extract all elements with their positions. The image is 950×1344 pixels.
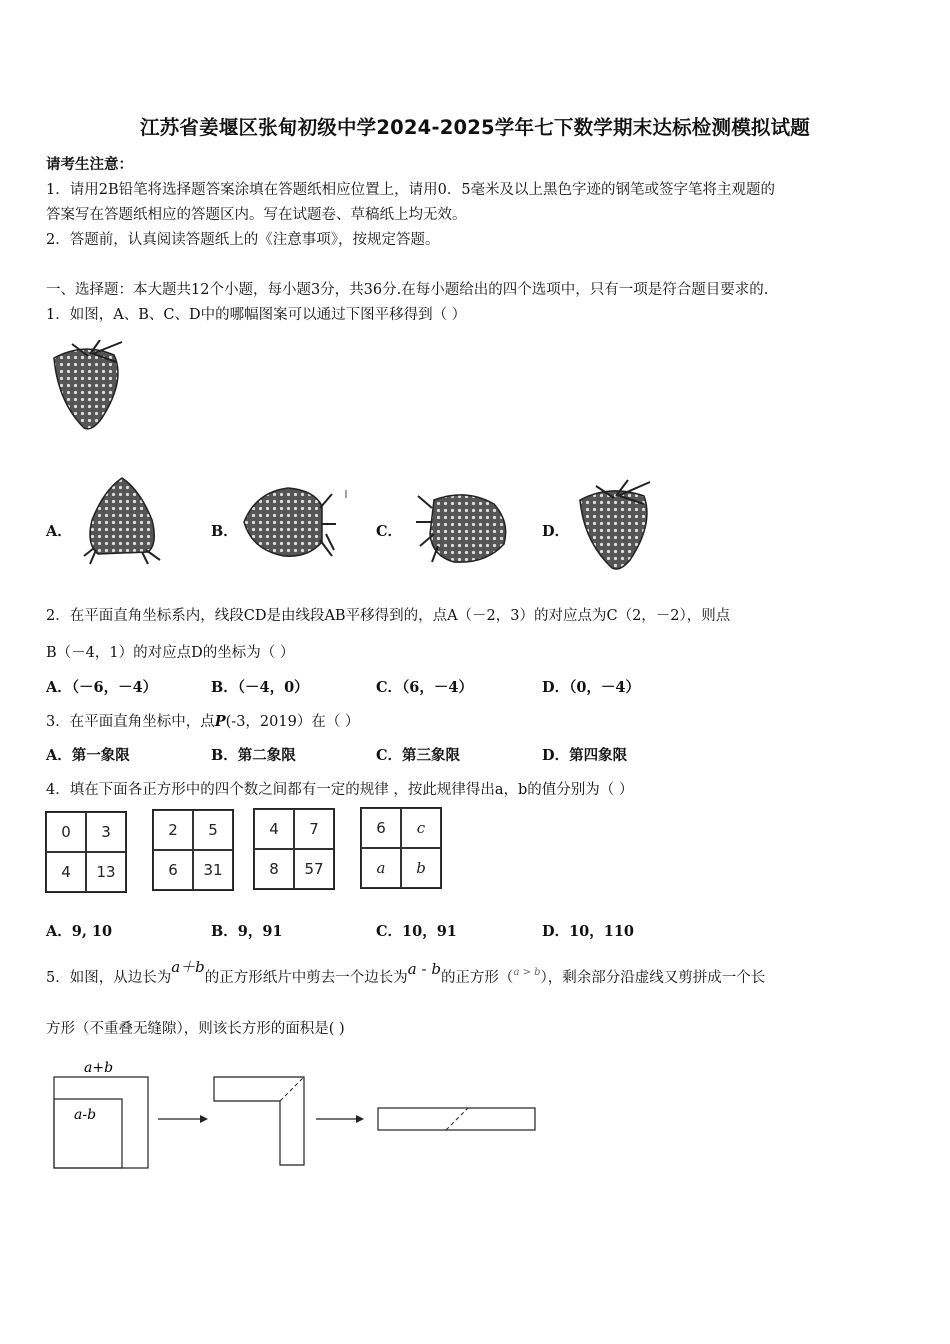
q4-option-b[interactable]: B．9，91 (211, 923, 283, 940)
q3-text-b: (-3，2019）在（ ） (225, 714, 360, 730)
square-3-cell: 57 (294, 849, 334, 889)
question-4: 4．填在下面各正方形中的四个数之间都有一定的规律 ，按此规律得出a，b的值分别为（ ） (46, 782, 634, 798)
square-3-cell: 8 (254, 849, 294, 889)
question-5-line-2: 方形（不重叠无缝隙），则该长方形的面积是( ) (46, 1021, 345, 1037)
q5-text-c: 的正方形（ (440, 970, 514, 986)
q3-text-a: 3．在平面直角坐标中，点 (46, 714, 215, 730)
fig-label-outer: a+b (84, 1060, 114, 1076)
q3-option-d[interactable]: D．第四象限 (542, 747, 628, 764)
square-3-cell: 4 (254, 809, 294, 849)
question-1: 1．如图，A、B、C、D中的哪幅图案可以通过下图平移得到（ ） (46, 307, 467, 323)
fig-label-inner: a-b (74, 1107, 97, 1123)
square-4-cell: b (401, 848, 441, 888)
number-square-4 (360, 807, 442, 889)
q3-option-a[interactable]: A．第一象限 (46, 747, 130, 764)
q1-option-c-label: C． (376, 523, 403, 540)
page-title: 江苏省姜堰区张甸初级中学2024-2025学年七下数学期末达标检测模拟试题 (139, 116, 811, 139)
question-5-line-1 (46, 958, 766, 987)
arrow-2-head (356, 1115, 364, 1123)
notice-item-1a: 1．请用2B铅笔将选择题答案涂填在答题纸相应位置上，请用0．5毫米及以上黑色字迹的钢笔或签字笔将主观题的 (46, 182, 776, 198)
q4-option-d[interactable]: D．10，110 (542, 923, 635, 940)
q2-option-d[interactable]: D．（0，－4） (542, 679, 641, 696)
rectangle-cut-line (446, 1108, 468, 1130)
cut-square-figure (40, 1055, 550, 1175)
number-square-3 (253, 808, 335, 890)
square-2-cell: 6 (153, 850, 193, 890)
q1-option-a-label: A． (46, 523, 72, 540)
q3-option-b[interactable]: B．第二象限 (211, 747, 296, 764)
square-4-cell: a (361, 848, 401, 888)
notice-item-1b: 答案写在答题纸相应的答题区内。写在试题卷、草稿纸上均无效。 (46, 207, 467, 223)
outer-square (54, 1077, 148, 1168)
q3-point: P (214, 713, 226, 730)
q4-option-c[interactable]: C．10，91 (376, 923, 457, 940)
square-1-cell: 13 (86, 852, 126, 892)
question-3 (46, 710, 359, 731)
q5-condition: a > b (513, 967, 541, 978)
square-1-cell: 4 (46, 852, 86, 892)
strawberry-option-a[interactable] (82, 470, 162, 565)
question-2-line-1: 2．在平面直角坐标系内，线段CD是由线段AB平移得到的，点A（－2，3）的对应点为C（2，－2），则点 (46, 608, 731, 624)
number-square-1 (45, 811, 127, 893)
square-2-cell: 31 (193, 850, 233, 890)
square-2-cell: 2 (153, 810, 193, 850)
q3-option-c[interactable]: C．第三象限 (376, 747, 461, 764)
arrow-1-head (200, 1115, 208, 1123)
notice-item-2: 2．答题前，认真阅读答题纸上的《注意事项》，按规定答题。 (46, 232, 440, 248)
q1-option-d-label: D． (542, 523, 570, 540)
square-3-cell: 7 (294, 809, 334, 849)
section-heading: 一、选择题：本大题共12个小题，每小题3分，共36分.在每小题给出的四个选项中，只有一项是符合题目要求的. (46, 282, 769, 298)
q5-text-b: 的正方形纸片中剪去一个边长为 (204, 970, 408, 986)
q2-option-c[interactable]: C．（6，－4） (376, 679, 473, 696)
q5-expr-1: a＋b (171, 958, 205, 976)
square-1-cell: 3 (86, 812, 126, 852)
square-4-cell: c (401, 808, 441, 848)
square-4-cell: 6 (361, 808, 401, 848)
l-shape-cut-line (280, 1077, 304, 1101)
strawberry-figure (44, 340, 134, 435)
q1-option-b-label: B． (211, 523, 238, 540)
q4-option-a[interactable]: A．9, 10 (46, 923, 113, 940)
q2-option-b[interactable]: B．（－4，0） (211, 679, 309, 696)
number-square-2 (152, 809, 234, 891)
strawberry-option-d[interactable] (570, 478, 660, 573)
question-2-line-2: B（－4，1）的对应点D的坐标为（ ） (46, 645, 295, 661)
square-2-cell: 5 (193, 810, 233, 850)
square-1-cell: 0 (46, 812, 86, 852)
q5-text-a: 5．如图，从边长为 (46, 970, 172, 986)
strawberry-option-c[interactable] (414, 486, 512, 572)
notice-heading: 请考生注意： (46, 156, 133, 173)
q5-text-d: ），剩余部分沿虚线又剪拼成一个长 (540, 970, 766, 986)
strawberry-option-b[interactable] (236, 484, 348, 564)
q5-expr-2: a - b (407, 960, 441, 978)
q2-option-a[interactable]: A．（－6，－4） (46, 679, 158, 696)
